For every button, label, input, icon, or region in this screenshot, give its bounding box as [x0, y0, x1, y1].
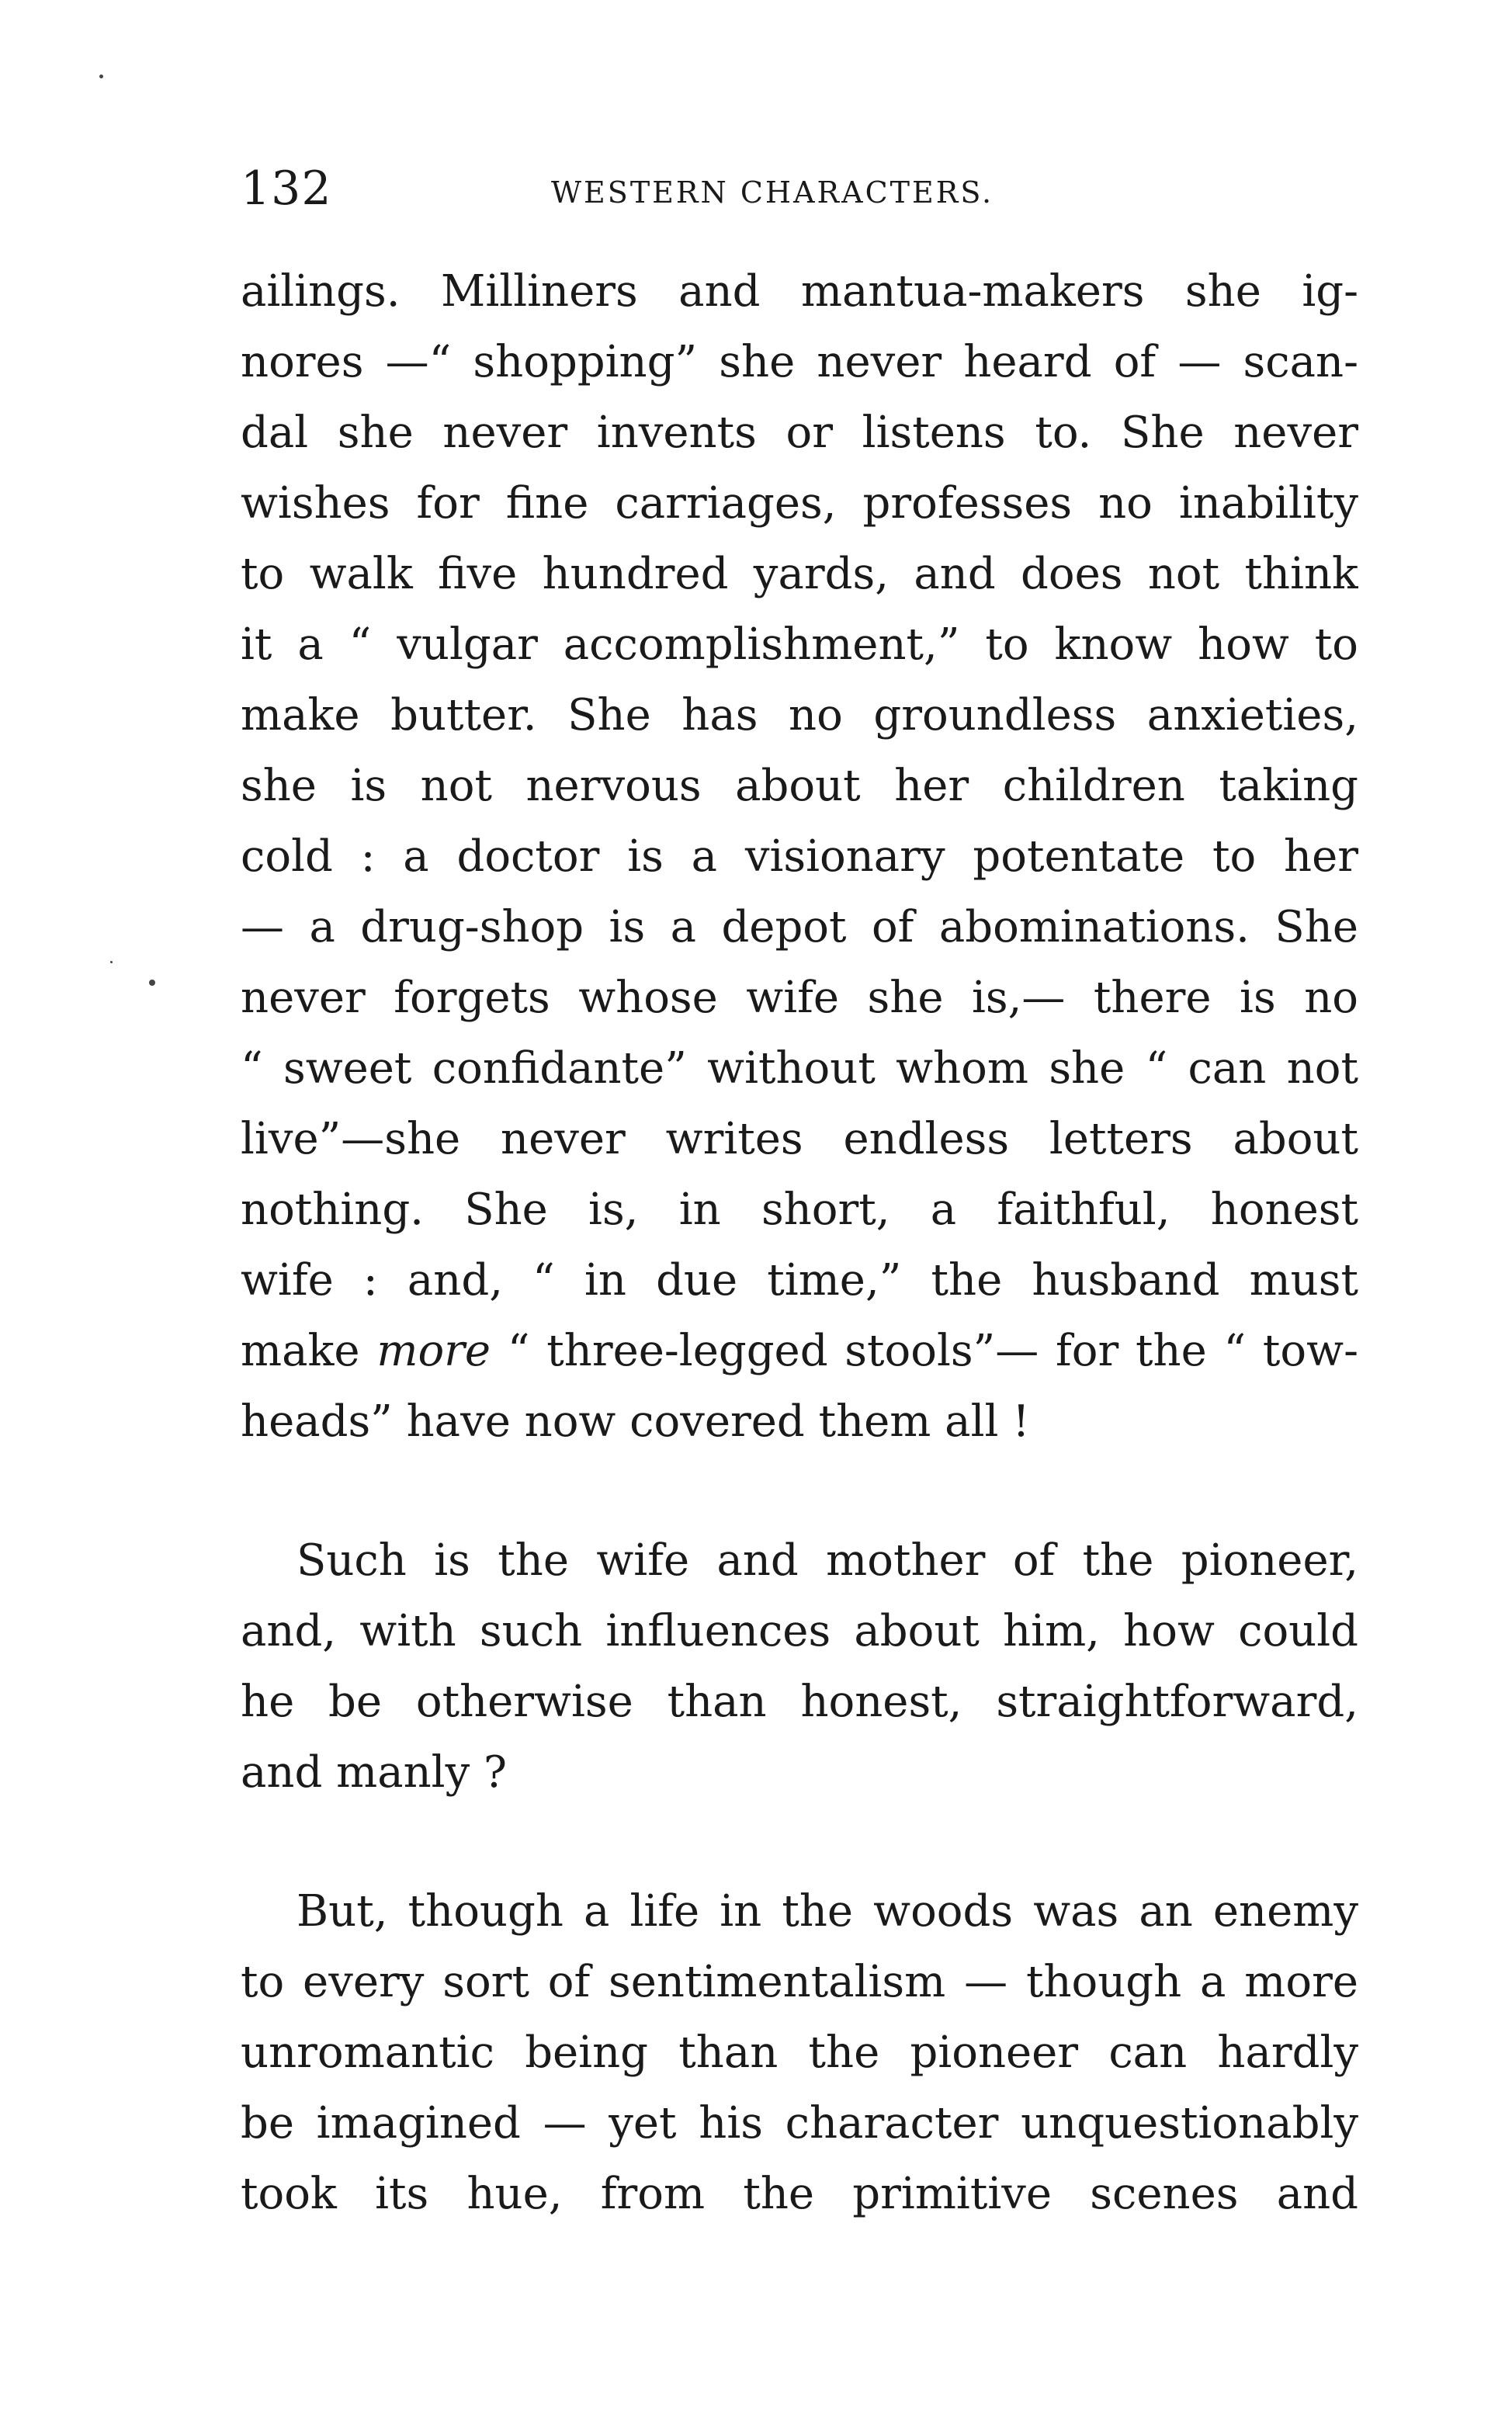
paragraph-3 — [241, 1876, 1358, 2229]
paragraph-1 — [241, 256, 1358, 1457]
text-line: unromantic being than the pioneer can hardly — [241, 2027, 1358, 2078]
text-line: wife : and, “ in due time,” the husband must — [241, 1255, 1358, 1306]
text-line-with-italic — [241, 1316, 1358, 1386]
text-run: “ three-legged stools”— for the “ tow- — [491, 1326, 1358, 1376]
page-number: 132 — [241, 161, 332, 216]
scan-speck — [149, 980, 155, 986]
text-line: and manly ? — [241, 1747, 508, 1798]
text-line: live”—she never writes endless letters about — [241, 1114, 1358, 1164]
paragraph-gap — [241, 1808, 1358, 1876]
text-line: wishes for fine carriages, professes no inability — [241, 478, 1358, 529]
text-line: heads” have now covered them all ! — [241, 1396, 1030, 1447]
running-head: WESTERN CHARACTERS. — [551, 175, 994, 210]
text-line: be imagined — yet his character unquestionably — [241, 2098, 1358, 2149]
paragraph-2 — [241, 1525, 1358, 1808]
text-line: Such is the wife and mother of the pioneer, — [297, 1535, 1358, 1586]
scan-speck — [99, 75, 103, 78]
paragraph-gap — [241, 1457, 1358, 1525]
text-line: nores —“ shopping” she never heard of — scan- — [241, 337, 1358, 387]
text-line: and, with such influences about him, how could — [241, 1606, 1358, 1656]
text-line: nothing. She is, in short, a faithful, honest — [241, 1184, 1358, 1235]
text-line: she is not nervous about her children taking — [241, 761, 1358, 811]
body-text — [241, 256, 1358, 2229]
italic-word: more — [376, 1326, 491, 1376]
text-line: he be otherwise than honest, straightforward, — [241, 1677, 1358, 1727]
text-line: to every sort of sentimentalism — though a more — [241, 1957, 1358, 2007]
text-line: cold : a doctor is a visionary potentate to her — [241, 831, 1358, 882]
text-line: But, though a life in the woods was an enemy — [297, 1886, 1358, 1937]
text-line: — a drug-shop is a depot of abominations. She — [241, 902, 1358, 952]
text-line: it a “ vulgar accomplishment,” to know how to — [241, 619, 1358, 670]
scan-speck — [110, 961, 113, 963]
text-line: “ sweet confidante” without whom she “ can not — [241, 1043, 1358, 1094]
text-line: never forgets whose wife she is,— there is no — [241, 973, 1358, 1023]
text-line: ailings. Milliners and mantua-makers she ig- — [241, 266, 1358, 317]
text-run: make — [241, 1326, 377, 1376]
text-line: make butter. She has no groundless anxieties, — [241, 690, 1358, 741]
text-line: took its hue, from the primitive scenes and — [241, 2169, 1358, 2219]
text-line: dal she never invents or listens to. She never — [241, 408, 1358, 458]
text-line: to walk five hundred yards, and does not think — [241, 549, 1358, 599]
page-header — [241, 161, 1358, 216]
